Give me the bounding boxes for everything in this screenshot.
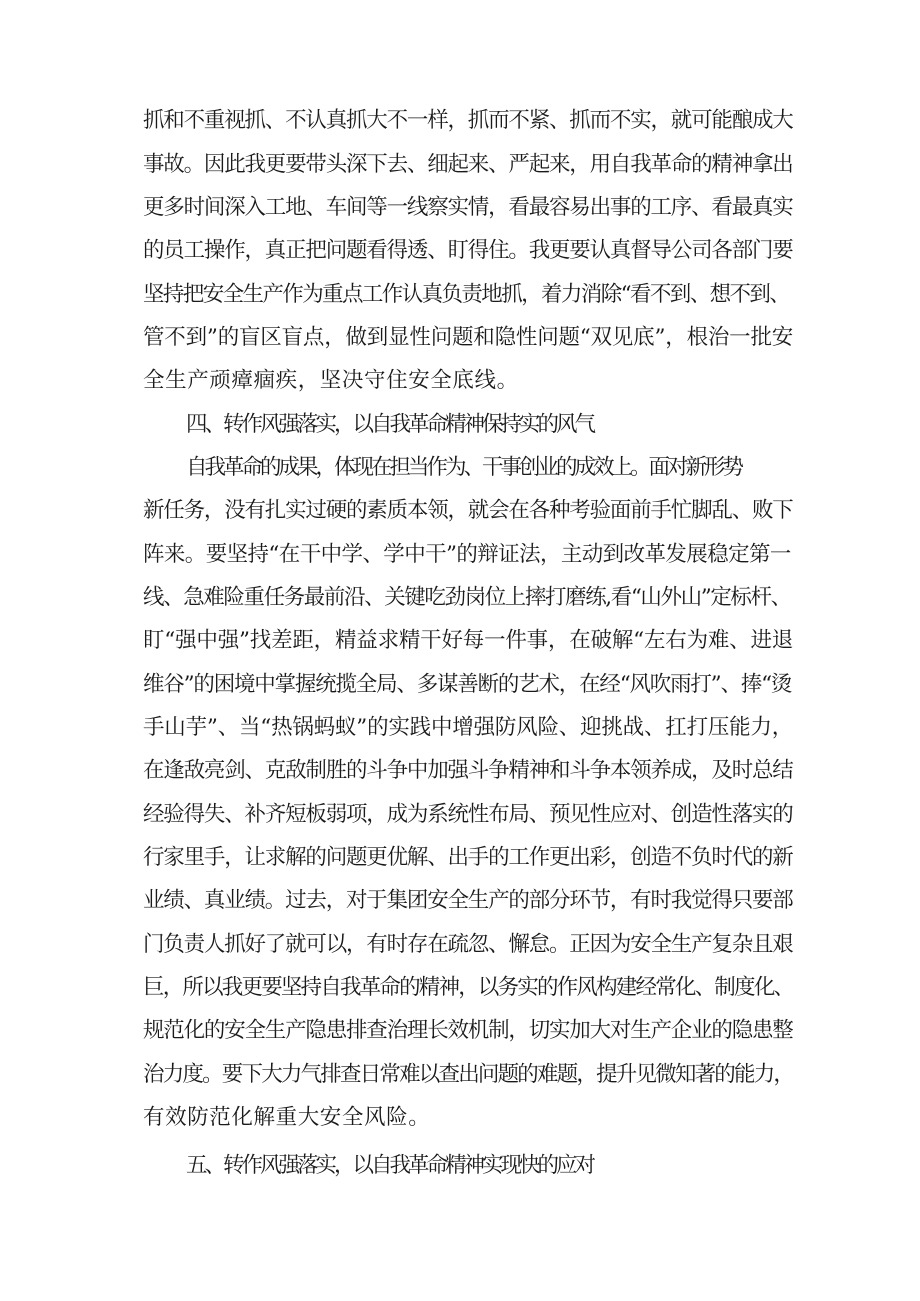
paragraph-line: 手山芋”、当“热锅蚂蚁”的实践中增强防风险、迎挑战、扛打压能力， [143,715,794,740]
section-heading-4: 四、转作风强落实，以自我革命精神保持实的风气 [186,412,594,437]
paragraph-line: 经验得失、补齐短板弱项，成为系统性布局、预见性应对、创造性落实的 [143,802,793,827]
paragraph-line: 事故。因此我更要带头深下去、细起来、严起来，用自我革命的精神拿出 [143,152,793,177]
paragraph-line: 行家里手，让求解的问题更优解、出手的工作更出彩，创造不负时代的新 [143,845,793,870]
paragraph-line: 在逢敌亮剑、克敌制胜的斗争中加强斗争精神和斗争本领养成，及时总结 [143,758,793,783]
paragraph-line: 新任务，没有扎实过硬的素质本领，就会在各种考验面前手忙脚乱、败下 [143,498,793,523]
paragraph-line: 维谷”的困境中掌握统揽全局、多谋善断的艺术，在经“风吹雨打”、捧“烫 [143,672,792,697]
paragraph-line: 门负责人抓好了就可以，有时存在疏忽、懈怠。正因为安全生产复杂且艰 [143,932,793,957]
paragraph-line: 坚持把安全生产作为重点工作认真负责地抓，着力消除“看不到、想不到、 [143,282,790,307]
paragraph-line: 抓和不重视抓、不认真抓大不一样，抓而不紧、抓而不实，就可能酿成大 [143,108,793,133]
paragraph-line: 规范化的安全生产隐患排查治理长效机制，切实加大对生产企业的隐患整 [143,1018,793,1043]
paragraph-line: 全生产顽瘴痼疾，坚决守住安全底线。 [143,368,519,393]
paragraph-line: 治力度。要下大力气排查日常难以查出问题的难题，提升见微知著的能力， [143,1062,794,1087]
paragraph-line: 自我革命的成果，体现在担当作为、干事创业的成效上。面对新形势 [186,455,742,480]
paragraph-line: 盯“强中强”找差距，精益求精干好每一件事，在破解“左右为难、进退 [143,628,794,653]
paragraph-line: 业绩、真业绩。过去，对于集团安全生产的部分环节，有时我觉得只要部 [143,888,793,913]
section-heading-5: 五、转作风强落实，以自我革命精神实现快的应对 [186,1153,594,1178]
paragraph-line: 管不到”的盲区盲点，做到显性问题和隐性问题“双见底”，根治一批安 [143,325,794,350]
paragraph-line: 更多时间深入工地、车间等一线察实情，看最容易出事的工序、看最真实 [143,195,793,220]
paragraph-line: 线、急难险重任务最前沿、关键吃劲岗位上摔打磨练,看“山外山”定标杆、 [143,585,791,610]
paragraph-line: 的员工操作，真正把问题看得透、盯得住。我更要认真督导公司各部门要 [143,238,793,263]
paragraph-line: 巨，所以我更要坚持自我革命的精神，以务实的作风构建经常化、制度化、 [143,975,794,1000]
paragraph-line: 有效防范化解重大安全风险。 [143,1105,431,1130]
paragraph-line: 阵来。要坚持“在干中学、学中干”的辩证法，主动到改革发展稳定第一 [143,542,791,567]
